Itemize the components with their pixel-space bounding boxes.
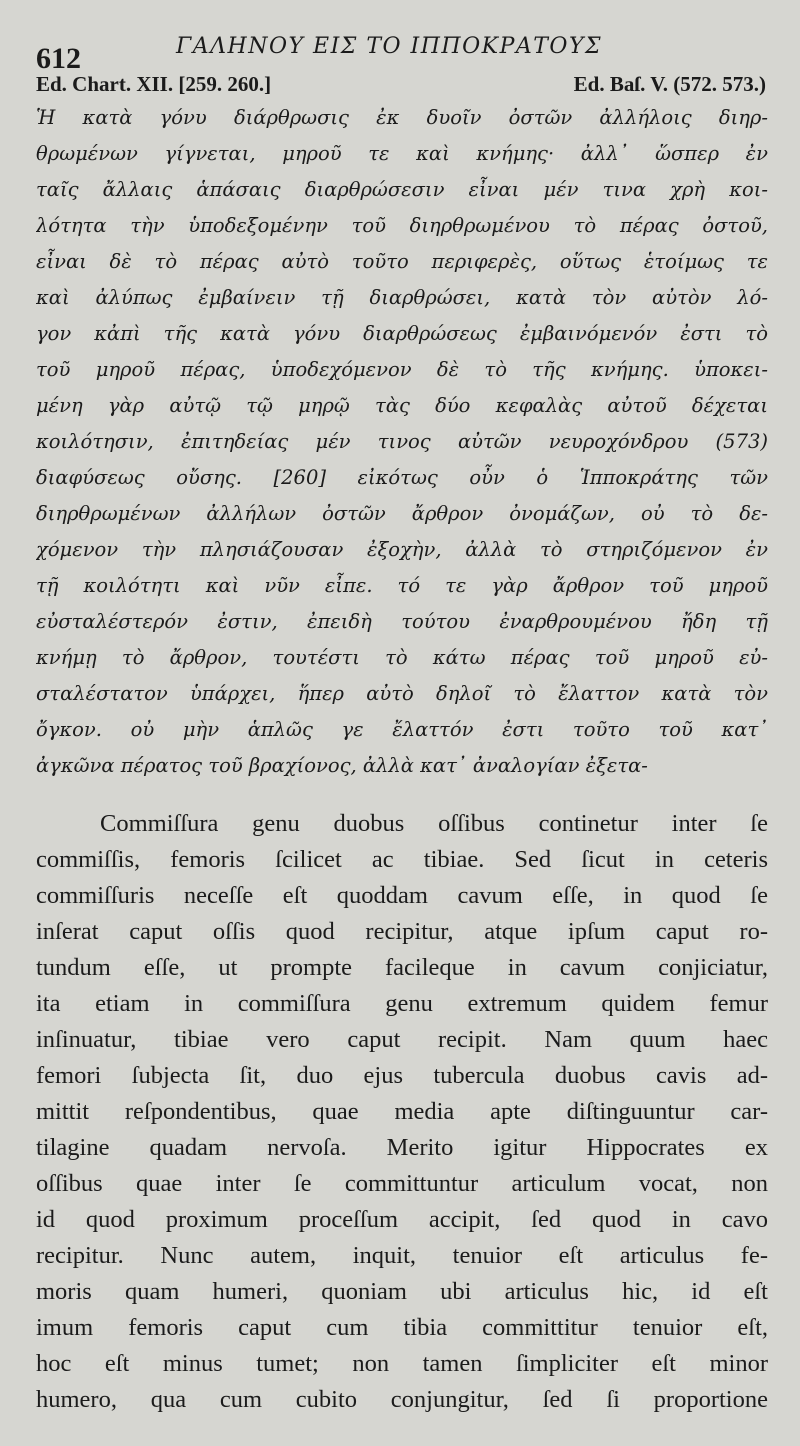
greek-line: διηρθρωμένων ἀλλήλων ὀστῶν ἄρθρον ὀνομάζων, οὐ τὸ δε- <box>36 502 768 525</box>
edition-basel-reference: Ed. Baſ. V. (572. 573.) <box>573 72 766 96</box>
latin-line: recipitur. Nunc autem, inquit, tenuior eſt articulus fe- <box>36 1242 768 1269</box>
greek-line: τοῦ μηροῦ πέρας, ὑποδεχόμενον δὲ τὸ τῆς κνήμης. ὑποκει- <box>36 358 768 381</box>
greek-text-block <box>36 100 768 784</box>
greek-line: Ἡ κατὰ γόνυ διάρθρωσις ἐκ δυοῖν ὀστῶν ἀλλήλοις διηρ- <box>36 106 768 129</box>
latin-line: moris quam humeri, quoniam ubi articulus hic, id eſt <box>36 1278 768 1305</box>
latin-line: mittit reſpondentibus, quae media apte diſtinguuntur car- <box>36 1098 768 1125</box>
page-number: 612 <box>36 42 81 75</box>
greek-line: εὐσταλέστερόν ἐστιν, ἐπειδὴ τούτου ἐναρθρουμένου ἤδη τῇ <box>36 610 768 633</box>
greek-line: ταῖς ἄλλαις ἁπάσαις διαρθρώσεσιν εἶναι μέν τινα χρὴ κοι- <box>36 178 768 201</box>
latin-line: humero, qua cum cubito conjungitur, ſed ſi proportione <box>36 1386 768 1413</box>
latin-text-block <box>36 806 768 1418</box>
greek-line: λότητα τὴν ὑποδεξομένην τοῦ διηρθρωμένου τὸ πέρας ὀστοῦ, <box>36 214 768 237</box>
greek-line: ἀγκῶνα πέρατος τοῦ βραχίονος, ἀλλὰ κατ᾿ ἀναλογίαν ἐξετα- <box>36 754 648 777</box>
latin-line: oſſibus quae inter ſe committuntur articulum vocat, non <box>36 1170 768 1197</box>
greek-line: κοιλότησιν, ἐπιτηδείας μέν τινος αὐτῶν νευροχόνδρου (573) <box>36 430 768 453</box>
edition-reference-line <box>36 72 766 98</box>
greek-line: τῇ κοιλότητι καὶ νῦν εἶπε. τό τε γὰρ ἄρθρον τοῦ μηροῦ <box>36 574 768 597</box>
latin-line: Commiſſura genu duobus oſſibus continetur inter ſe <box>100 810 768 837</box>
greek-line: εἶναι δὲ τὸ πέρας αὐτὸ τοῦτο περιφερὲς, οὕτως ἑτοίμως τε <box>36 250 768 273</box>
latin-line: id quod proximum proceſſum accipit, ſed quod in cavo <box>36 1206 768 1233</box>
latin-line: inſinuatur, tibiae vero caput recipit. Nam quum haec <box>36 1026 768 1053</box>
greek-line: ὄγκον. οὐ μὴν ἁπλῶς γε ἔλαττόν ἐστι τοῦτο τοῦ κατ᾿ <box>36 718 768 741</box>
edition-chartier-reference: Ed. Chart. XII. [259. 260.] <box>36 72 272 96</box>
latin-line: tundum eſſe, ut prompte facileque in cavum conjiciatur, <box>36 954 768 981</box>
latin-line: hoc eſt minus tumet; non tamen ſimpliciter eſt minor <box>36 1350 768 1377</box>
greek-line: καὶ ἀλύπως ἐμβαίνειν τῇ διαρθρώσει, κατὰ τὸν αὐτὸν λό- <box>36 286 768 309</box>
latin-line: inſerat caput oſſis quod recipitur, atque ipſum caput ro- <box>36 918 768 945</box>
page-header <box>36 30 776 75</box>
running-title: ΓΑΛΗΝΟΥ ΕΙΣ ΤΟ ΙΠΠΟΚΡΑΤΟΥΣ <box>176 34 603 59</box>
greek-line: κνήμῃ τὸ ἄρθρον, τουτέστι τὸ κάτω πέρας τοῦ μηροῦ εὐ- <box>36 646 768 669</box>
latin-line: imum femoris caput cum tibia committitur tenuior eſt, <box>36 1314 768 1341</box>
greek-line: χόμενον τὴν πλησιάζουσαν ἐξοχὴν, ἀλλὰ τὸ στηριζόμενον ἐν <box>36 538 768 561</box>
greek-line: διαφύσεως οὔσης. [260] εἰκότως οὖν ὁ Ἱπποκράτης τῶν <box>36 466 768 489</box>
greek-line: θρωμένων γίγνεται, μηροῦ τε καὶ κνήμης· ἀλλ᾿ ὥσπερ ἐν <box>36 142 768 165</box>
greek-line: γον κἀπὶ τῆς κατὰ γόνυ διαρθρώσεως ἐμβαινόμενόν ἐστι τὸ <box>36 322 768 345</box>
latin-line: femori ſubjecta ſit, duo ejus tubercula duobus cavis ad- <box>36 1062 768 1089</box>
latin-line: commiſſuris neceſſe eſt quoddam cavum eſſe, in quod ſe <box>36 882 768 909</box>
latin-line: tilagine quadam nervoſa. Merito igitur Hippocrates ex <box>36 1134 768 1161</box>
latin-line: commiſſis, femoris ſcilicet ac tibiae. Sed ſicut in ceteris <box>36 846 768 873</box>
latin-line: ita etiam in commiſſura genu extremum quidem femur <box>36 990 768 1017</box>
greek-line: σταλέστατον ὑπάρχει, ἥπερ αὐτὸ δηλοῖ τὸ ἔλαττον κατὰ τὸν <box>36 682 768 705</box>
greek-line: μένη γὰρ αὐτῷ τῷ μηρῷ τὰς δύο κεφαλὰς αὐτοῦ δέχεται <box>36 394 768 417</box>
